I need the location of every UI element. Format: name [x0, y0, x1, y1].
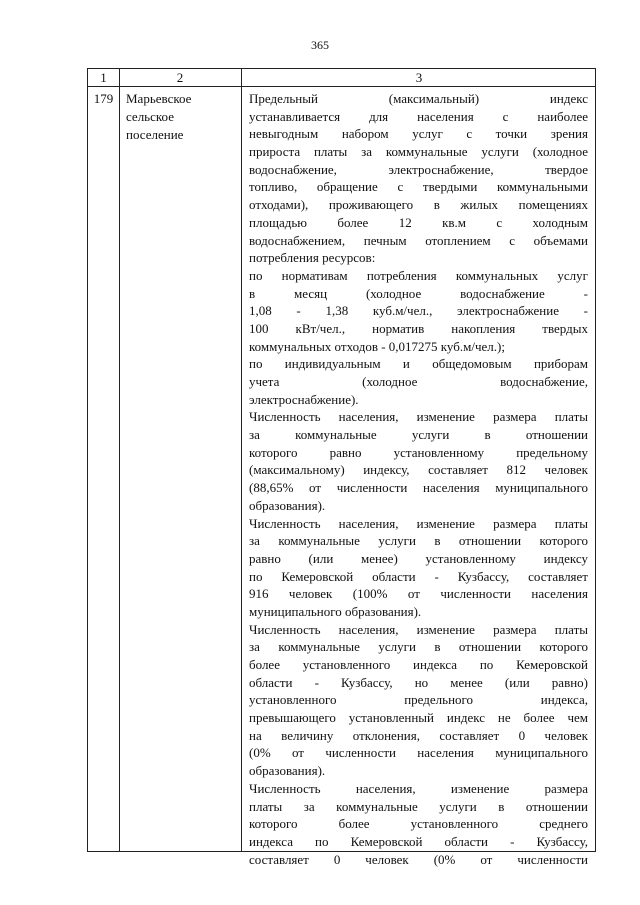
- description-line: отходами), проживающего в жилых помещениях: [249, 197, 588, 213]
- column-divider-1: [119, 69, 120, 851]
- description-line: Численность населения, изменение размера платы: [249, 515, 588, 531]
- description-line: невыгодным набором услуг с точки зрения: [249, 126, 588, 142]
- index-description: [249, 90, 588, 868]
- settlement-name: [126, 90, 238, 144]
- description-line: водоснабжение, электроснабжение, твердое: [249, 161, 588, 177]
- row-number: 179: [93, 91, 114, 106]
- description-line: устанавливается для населения с наиболее: [249, 108, 588, 124]
- description-line: образования).: [249, 763, 326, 779]
- settlement-name-line: поселение: [126, 127, 184, 142]
- description-line: Численность населения, изменение размера: [249, 780, 588, 796]
- description-line: превышающего установленный индекс не более чем: [249, 710, 588, 726]
- description-line: (0% от численности населения муниципального: [249, 745, 588, 761]
- description-line: муниципального образования).: [249, 603, 422, 619]
- description-line: площадью более 12 кв.м с холодным: [249, 214, 588, 230]
- description-line: платы за коммунальные услуги в отношении: [249, 798, 588, 814]
- description-line: прироста платы за коммунальные услуги (холодное: [249, 144, 588, 160]
- description-line: которого равно установленному предельному: [249, 444, 588, 460]
- description-line: Численность населения, изменение размера платы: [249, 621, 588, 637]
- settlement-name-line: Марьевское: [126, 91, 192, 106]
- description-line: образования).: [249, 497, 326, 513]
- description-line: 100 кВт/чел., норматив накопления твердых: [249, 320, 588, 336]
- description-line: водоснабжением, печным отоплением с объемами: [249, 232, 588, 248]
- column-header-1: 1: [100, 70, 107, 85]
- description-line: по индивидуальным и общедомовым приборам: [249, 356, 588, 372]
- header-divider: [88, 86, 595, 87]
- description-line: равно (или менее) установленному индексу: [249, 550, 588, 566]
- description-line: потребления ресурсов:: [249, 250, 376, 266]
- column-header-2: 2: [176, 70, 184, 85]
- description-line: 1,08 - 1,38 куб.м/чел., электроснабжение -: [249, 303, 588, 319]
- description-line: по нормативам потребления коммунальных услуг: [249, 267, 588, 283]
- description-line: более установленного индекса по Кемеровской: [249, 657, 588, 672]
- description-line: (максимальному) индексу, составляет 812 человек: [249, 462, 588, 478]
- description-line: в месяц (холодное водоснабжение -: [249, 285, 588, 301]
- description-line: составляет 0 человек (0% от численности: [249, 851, 588, 867]
- description-line: (88,65% от численности населения муниципального: [249, 480, 588, 496]
- description-line: за коммунальные услуги в отношении которого: [249, 639, 588, 655]
- description-line: которого более установленного среднего: [249, 816, 588, 832]
- description-line: топливо, обращение с твердыми коммунальными: [249, 179, 588, 195]
- column-divider-2: [241, 69, 242, 851]
- description-line: индекса по Кемеровской области - Кузбассу,: [249, 833, 588, 849]
- description-line: Численность населения, изменение размера платы: [249, 409, 588, 425]
- description-line: по Кемеровской области - Кузбассу, составляет: [249, 568, 588, 584]
- description-line: 916 человек (100% от численности населения: [249, 586, 588, 602]
- description-line: за коммунальные услуги в отношении: [249, 427, 588, 443]
- description-line: электроснабжение).: [249, 391, 359, 407]
- description-line: на величину отклонения, составляет 0 человек: [249, 727, 588, 743]
- column-header-3: 3: [415, 70, 423, 85]
- settlement-name-line: сельское: [126, 109, 174, 124]
- page-number: 365: [311, 38, 329, 52]
- description-line: Предельный (максимальный) индекс: [249, 91, 588, 106]
- description-line: за коммунальные услуги в отношении которого: [249, 533, 588, 549]
- data-table: [87, 68, 596, 867]
- description-line: установленного предельного индекса,: [249, 692, 588, 708]
- description-line: учета (холодное водоснабжение,: [249, 374, 588, 389]
- description-line: коммунальных отходов - 0,017275 куб.м/чел.);: [249, 338, 505, 354]
- description-line: области - Кузбассу, но менее (или равно): [249, 674, 588, 690]
